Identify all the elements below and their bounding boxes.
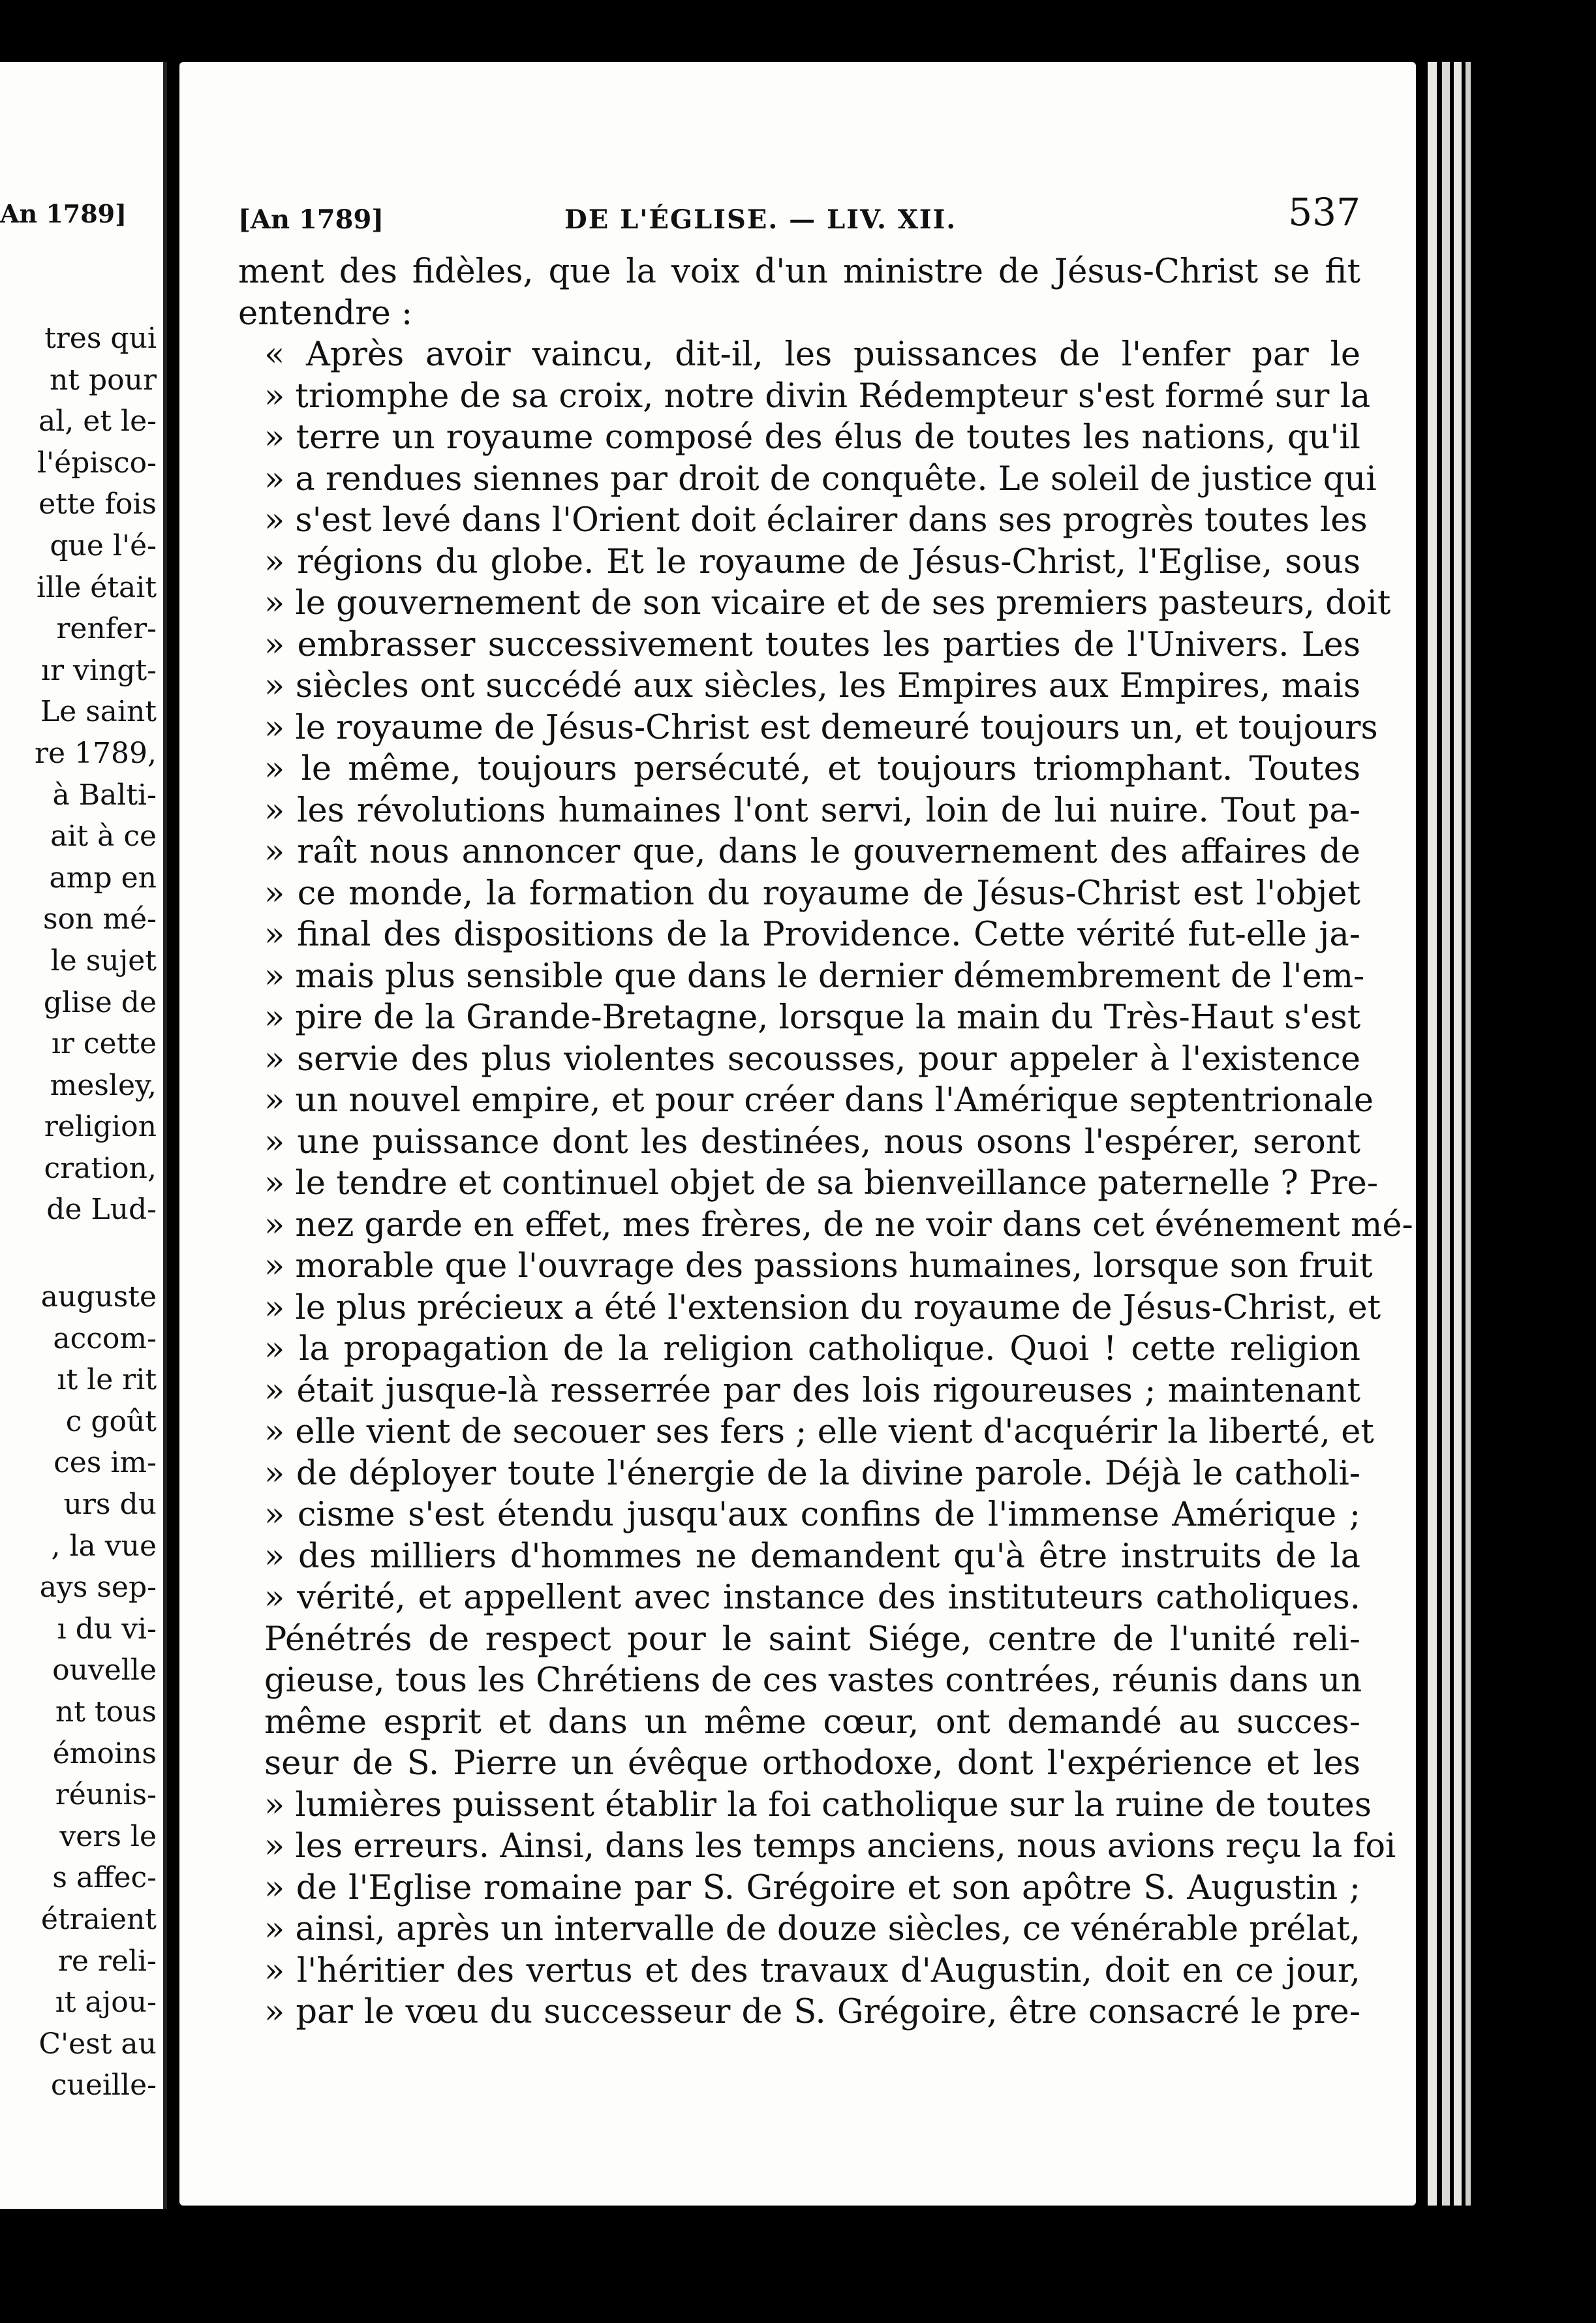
left-page-line: ır vingt- [40, 653, 157, 687]
left-page-line: s affec- [52, 1861, 157, 1895]
left-page-line: ays sep- [39, 1571, 157, 1605]
body-line: » s'est levé dans l'Orient doit éclairer dans ses progrès toutes les [264, 501, 1368, 540]
left-page-line: re reli- [57, 1944, 157, 1978]
left-page-line: que l'é- [50, 529, 157, 562]
body-line: » servie des plus violentes secousses, pour appeler à l'existence [264, 1039, 1360, 1079]
body-line: » de déployer toute l'énergie de la divine parole. Déjà le catholi- [264, 1454, 1360, 1493]
body-line: » les révolutions humaines l'ont servi, loin de lui nuire. Tout pa- [264, 791, 1360, 830]
body-line: » mais plus sensible que dans le dernier démembrement de l'em- [264, 957, 1365, 996]
header-year: [An 1789] [238, 204, 384, 235]
body-line: seur de S. Pierre un évêque orthodoxe, dont l'expérience et les [264, 1744, 1360, 1783]
body-line: » terre un royaume composé des élus de toutes les nations, qu'il [264, 418, 1360, 457]
left-page-line: C'est au [38, 2027, 157, 2061]
left-page-line: religion [44, 1110, 157, 1144]
body-line: ment des fidèles, que la voix d'un ministre de Jésus-Christ se fit [238, 253, 1360, 291]
body-line: » elle vient de secouer ses fers ; elle vient d'acquérir la liberté, et [264, 1413, 1374, 1451]
body-line: » des milliers d'hommes ne demandent qu'à être instruits de la [264, 1537, 1360, 1576]
body-line: » l'héritier des vertus et des travaux d'Augustin, doit en ce jour, [264, 1951, 1360, 1990]
body-line: » les erreurs. Ainsi, dans les temps anciens, nous avions reçu la foi [264, 1827, 1396, 1866]
body-line: » la propagation de la religion catholique. Quoi ! cette religion [264, 1330, 1360, 1368]
body-line: gieuse, tous les Chrétiens de ces vastes contrées, réunis dans un [264, 1661, 1362, 1700]
left-page-line: cueille- [50, 2069, 157, 2102]
left-page-line: glise de [43, 985, 157, 1019]
running-header [238, 190, 1360, 238]
left-page-line: c goût [65, 1404, 157, 1438]
left-page-line: , la vue [51, 1529, 157, 1563]
left-page-line: le sujet [50, 944, 157, 977]
body-line: » le même, toujours persécuté, et toujours triomphant. Toutes [264, 750, 1360, 788]
left-page-line: l'épisco- [37, 446, 157, 480]
left-facing-page [0, 62, 167, 2209]
body-line: » a rendues siennes par droit de conquête. Le soleil de justice qui [264, 459, 1377, 499]
left-page-line: nt pour [49, 363, 157, 397]
body-line: Pénétrés de respect pour le saint Siége, centre de l'unité reli- [264, 1620, 1360, 1659]
page-number: 537 [1288, 190, 1360, 234]
body-line: même esprit et dans un même cœur, ont demandé au succes- [264, 1702, 1360, 1742]
body-line: » final des dispositions de la Providence. Cette vérité fut-elle ja- [264, 915, 1360, 954]
main-page [179, 62, 1416, 2206]
body-line: » une puissance dont les destinées, nous osons l'espérer, seront [264, 1122, 1360, 1162]
header-title: DE L'ÉGLISE. — LIV. XII. [564, 204, 957, 235]
body-line: » cisme s'est étendu jusqu'aux confins de l'immense Amérique ; [264, 1496, 1360, 1534]
left-page-text [0, 318, 157, 2106]
left-page-line: réunis- [55, 1778, 157, 1812]
body-line: » le tendre et continuel objet de sa bienveillance paternelle ? Pre- [264, 1164, 1379, 1203]
left-page-line: ette fois [38, 487, 157, 521]
left-page-line: nt tous [55, 1695, 157, 1729]
body-line: » un nouvel empire, et pour créer dans l'Amérique septentrionale [264, 1081, 1374, 1120]
left-page-line: accom- [53, 1321, 157, 1355]
left-page-line: renfer- [56, 612, 157, 646]
left-page-line: vers le [59, 1819, 157, 1853]
body-line: » de l'Eglise romaine par S. Grégoire et son apôtre S. Augustin ; [264, 1868, 1360, 1907]
body-line: » lumières puissent établir la foi catholique sur la ruine de toutes [264, 1785, 1372, 1824]
left-page-line: son mé- [42, 902, 157, 936]
body-line: » régions du globe. Et le royaume de Jésus-Christ, l'Eglise, sous [264, 542, 1360, 581]
left-page-line: tres qui [44, 322, 157, 355]
body-line: » raît nous annoncer que, dans le gouvernement des affaires de [264, 833, 1360, 871]
left-page-line: ır cette [51, 1027, 157, 1061]
left-page-line: ces im- [54, 1446, 157, 1480]
left-page-header: An 1789] [0, 199, 127, 228]
body-line: » siècles ont succédé aux siècles, les Empires aux Empires, mais [264, 667, 1360, 705]
body-line: » le royaume de Jésus-Christ est demeuré toujours un, et toujours [264, 708, 1378, 747]
body-line: « Après avoir vaincu, dit-il, les puissances de l'enfer par le [264, 335, 1360, 374]
left-page-line: Le saint [40, 695, 157, 729]
left-page-line: ıt ajou- [55, 1986, 157, 2020]
left-page-line: cration, [44, 1151, 157, 1185]
left-page-line: ıt le rit [57, 1363, 157, 1397]
left-page-line: urs du [63, 1488, 157, 1522]
body-line: » embrasser successivement toutes les parties de l'Univers. Les [264, 625, 1360, 664]
body-line: » le plus précieux a été l'extension du royaume de Jésus-Christ, et [264, 1288, 1381, 1327]
body-line: » triomphe de sa croix, notre divin Rédempteur s'est formé sur la [264, 377, 1371, 416]
body-line: » morable que l'ouvrage des passions humaines, lorsque son fruit [264, 1247, 1373, 1285]
left-page-line: al, et le- [38, 405, 157, 438]
left-page-line: mesley, [50, 1068, 157, 1102]
page-edges [1416, 62, 1481, 2206]
body-line: entendre : [238, 294, 413, 333]
left-page-line: re 1789, [34, 736, 157, 770]
left-page-line: étraient [40, 1902, 157, 1936]
body-line: » ainsi, après un intervalle de douze siècles, ce vénérable prélat, [264, 1910, 1360, 1948]
left-page-line: ı du vi- [57, 1612, 157, 1646]
body-line: » vérité, et appellent avec instance des instituteurs catholiques. [264, 1578, 1360, 1617]
left-page-line: de Lud- [46, 1193, 157, 1227]
body-line: » pire de la Grande-Bretagne, lorsque la main du Très-Haut s'est [264, 998, 1361, 1037]
left-page-line: ait à ce [50, 820, 157, 854]
body-line: » le gouvernement de son vicaire et de ses premiers pasteurs, doit [264, 584, 1391, 623]
left-page-line: ille était [37, 570, 157, 604]
left-page-line: auguste [40, 1280, 157, 1314]
body-line: » était jusque-là resserrée par des lois rigoureuses ; maintenant [264, 1371, 1360, 1410]
body-line: » par le vœu du successeur de S. Grégoire, être consacré le pre- [264, 1993, 1360, 2031]
left-page-line: amp en [49, 861, 157, 895]
left-page-line: ouvelle [52, 1654, 157, 1687]
left-page-line: émoins [52, 1736, 157, 1770]
body-line: » nez garde en effet, mes frères, de ne voir dans cet événement mé- [264, 1205, 1413, 1244]
left-page-line: à Balti- [52, 778, 157, 812]
body-line: » ce monde, la formation du royaume de Jésus-Christ est l'objet [264, 874, 1360, 913]
body-text [238, 251, 1413, 2033]
